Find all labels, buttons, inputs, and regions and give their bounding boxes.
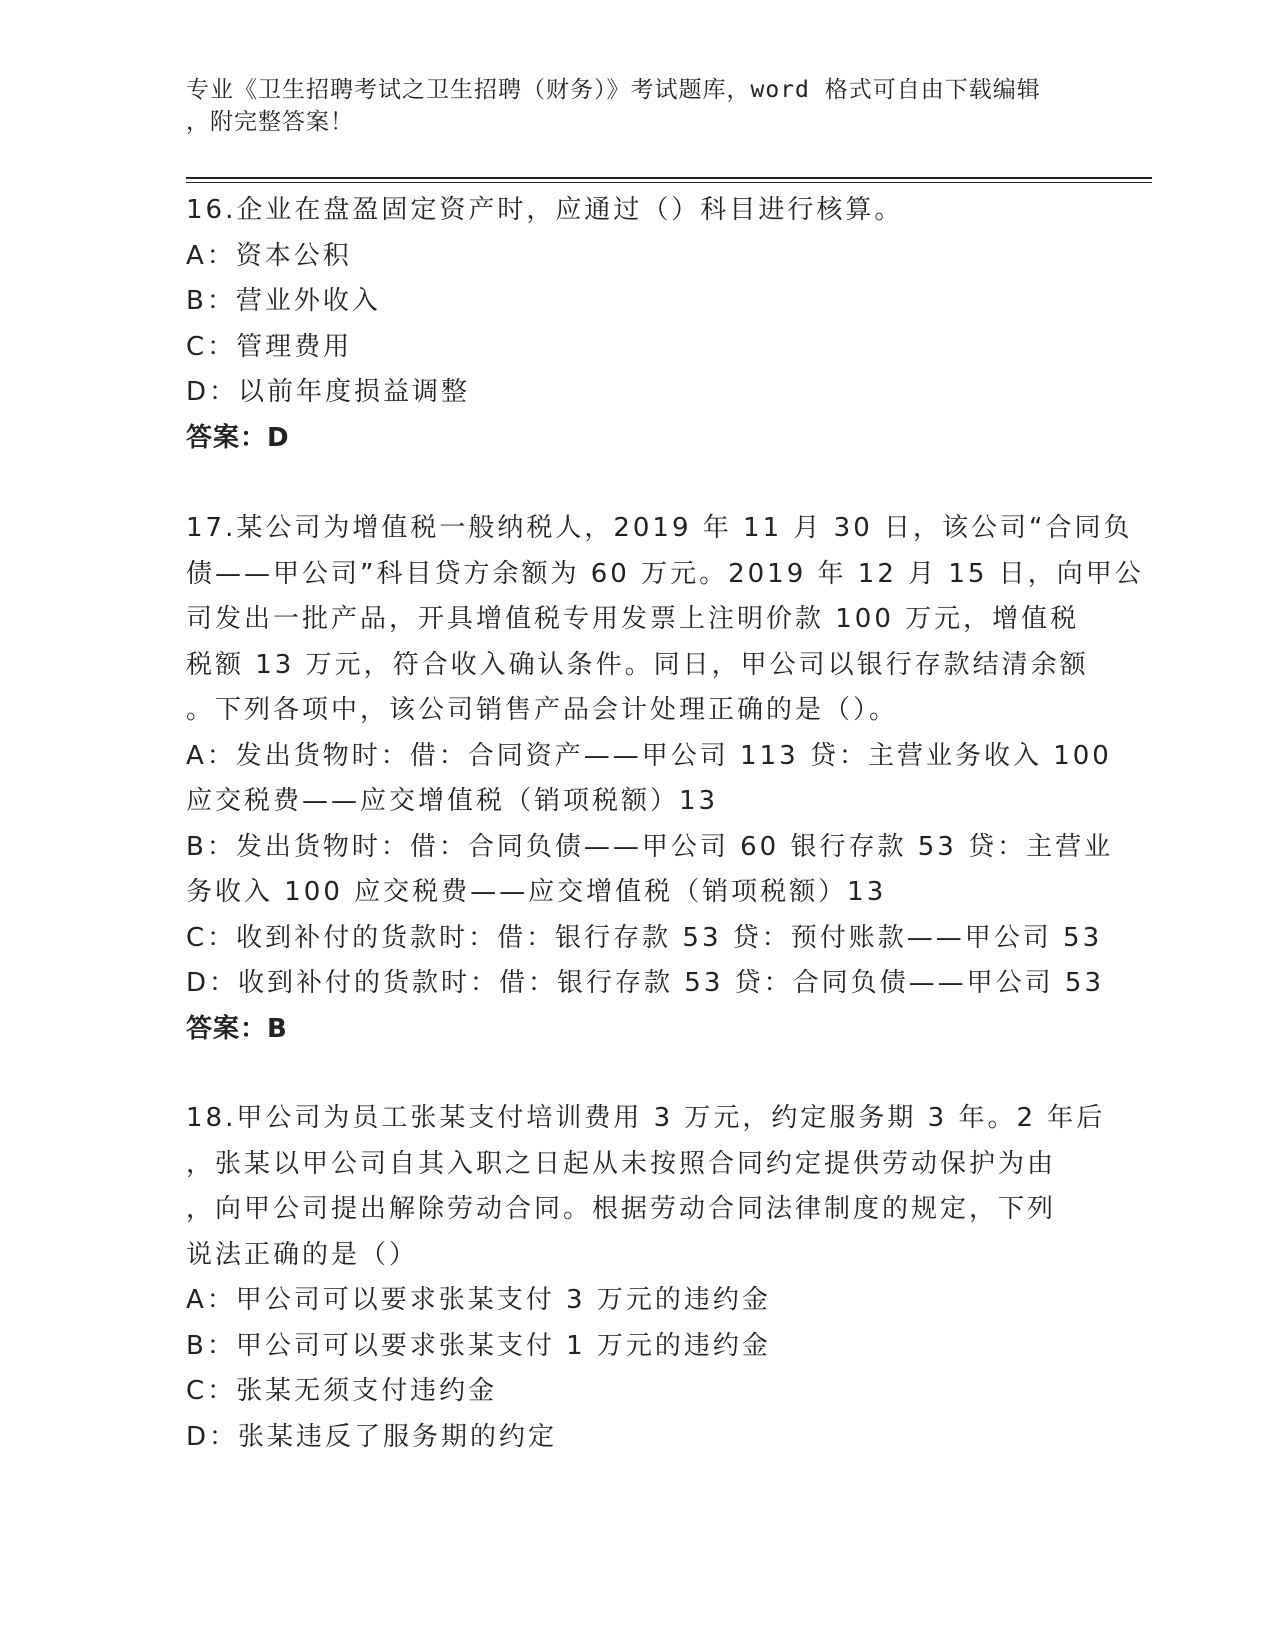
option-a: A：甲公司可以要求张某支付 3 万元的违约金 [186, 1285, 771, 1315]
option-b: B：发出货物时：借：合同负债——甲公司 60 银行存款 53 贷：主营业 [186, 831, 1114, 862]
question-stem: 18.甲公司为员工张某支付培训费用 3 万元，约定服务期 3 年。2 年后 [186, 1103, 1106, 1133]
option-a: A：资本公积 [186, 240, 352, 271]
header-divider [186, 177, 1152, 179]
option-c: C：管理费用 [186, 331, 353, 362]
question-17 [186, 506, 1144, 1052]
option-b-cont: 务收入 100 应交税费——应交增值税（销项税额）13 [186, 877, 887, 907]
option-b: B：营业外收入 [186, 286, 381, 316]
question-stem: 17.某公司为增值税一般纳税人，2019 年 11 月 30 日，该公司“合同负 [186, 513, 1133, 543]
option-d: D：张某违反了服务期的约定 [186, 1421, 558, 1452]
option-d: D：以前年度损益调整 [186, 377, 471, 407]
question-stem: ，张某以甲公司自其入职之日起从未按照合同约定提供劳动保护为由 [186, 1148, 1057, 1179]
option-b: B：甲公司可以要求张某支付 1 万元的违约金 [186, 1330, 771, 1361]
option-a: A：发出货物时：借：合同资产——甲公司 113 贷：主营业务收入 100 [186, 740, 1112, 771]
question-18 [186, 1096, 1106, 1460]
question-stem: 。下列各项中，该公司销售产品会计处理正确的是（）。 [186, 695, 899, 725]
question-stem: 债——甲公司”科目贷方余额为 60 万元。2019 年 12 月 15 日，向甲公 [186, 558, 1144, 589]
question-16 [186, 188, 1066, 461]
option-a-cont: 应交税费——应交增值税（销项税额）13 [186, 786, 719, 816]
header-line: 专业《卫生招聘考试之卫生招聘（财务）》考试题库，word 格式可自由下载编辑 [186, 77, 1041, 103]
question-stem: 司发出一批产品，开具增值税专用发票上注明价款 100 万元，增值税 [186, 604, 1080, 634]
header-line: ，附完整答案！ [186, 109, 354, 135]
question-stem: 16.企业在盘盈固定资产时，应通过（）科目进行核算。 [186, 195, 904, 225]
question-stem: 税额 13 万元，符合收入确认条件。同日，甲公司以银行存款结清余额 [186, 649, 1089, 680]
answer: 答案：B [186, 1013, 288, 1044]
question-stem: ，向甲公司提出解除劳动合同。根据劳动合同法律制度的规定，下列 [186, 1194, 1057, 1224]
document-header [186, 74, 1066, 138]
option-c: C：张某无须支付违约金 [186, 1376, 498, 1406]
option-d: D：收到补付的货款时：借：银行存款 53 贷：合同负债——甲公司 53 [186, 968, 1104, 998]
question-stem: 说法正确的是（） [186, 1239, 419, 1270]
header-divider-thin [186, 182, 1152, 183]
answer: 答案：D [186, 422, 290, 453]
option-c: C：收到补付的货款时：借：银行存款 53 贷：预付账款——甲公司 53 [186, 922, 1103, 953]
